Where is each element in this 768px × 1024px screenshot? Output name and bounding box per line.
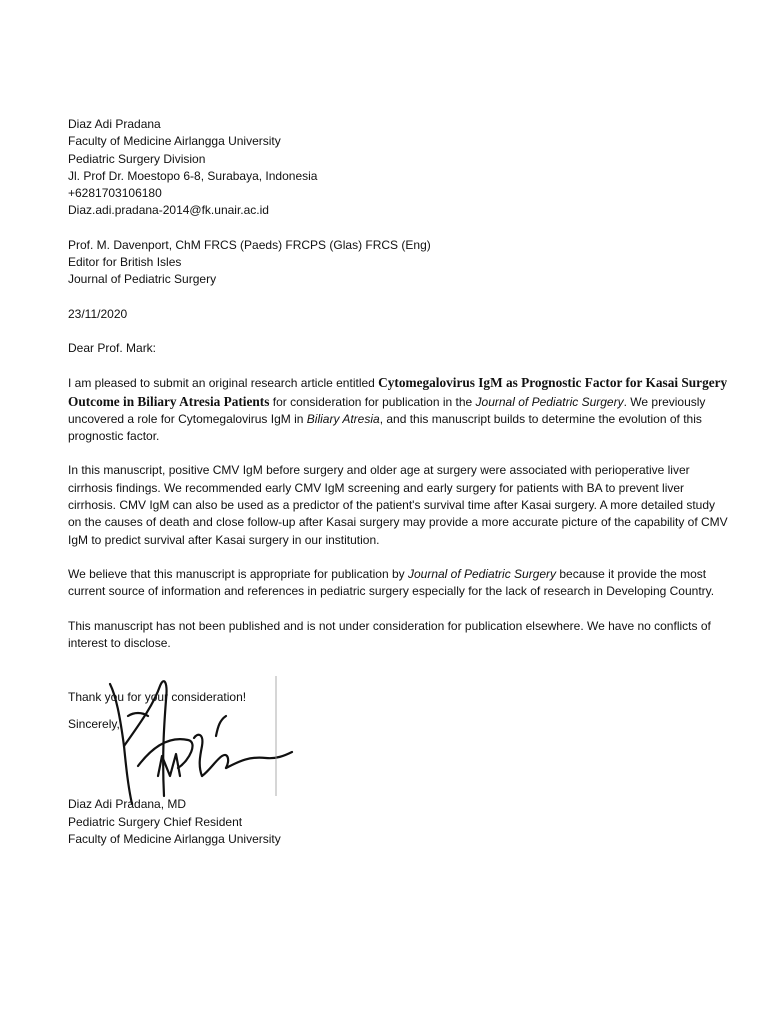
recipient-address-block	[68, 237, 728, 289]
p1-after-title: for consideration for publication in the	[269, 394, 476, 409]
p1-journal: Journal of Pediatric Surgery	[475, 394, 624, 409]
salutation: Dear Prof. Mark:	[68, 340, 157, 355]
date-text: 23/11/2020	[68, 306, 128, 321]
closing: Sincerely,	[68, 717, 120, 732]
p3-start: We believe that this manuscript is appropriate for publication by	[68, 566, 408, 581]
sender-address: Jl. Prof Dr. Moestopo 6-8, Surabaya, Indonesia	[68, 168, 318, 183]
signer-title: Pediatric Surgery Chief Resident	[68, 814, 243, 829]
thanks-line: Thank you for your consideration!	[68, 690, 247, 705]
p1-mid: . We previously uncovered a role for Cytomegalovirus IgM in	[68, 394, 706, 426]
signer-institution: Faculty of Medicine Airlangga University	[68, 832, 281, 847]
sender-division: Pediatric Surgery Division	[68, 151, 206, 166]
p1-disease: Biliary Atresia	[306, 411, 380, 426]
p3-journal: Journal of Pediatric Surgery	[407, 566, 557, 581]
p1-end: , and this manuscript builds to determine the evolution of this prognostic factor.	[68, 411, 702, 444]
handwritten-signature	[98, 676, 318, 816]
p3-end: because it provide the most current source of information and references in pediatric surgery especially for the lack of research in Developing Country.	[68, 566, 715, 599]
paragraph-intro	[68, 374, 728, 445]
p1-intro: I am pleased to submit an original research article entitled	[68, 376, 379, 391]
recipient-journal: Journal of Pediatric Surgery	[68, 272, 217, 287]
paragraph-declaration: This manuscript has not been published and is not under consideration for publication elsewhere. We have no conflicts of interest to disclose.	[68, 618, 711, 650]
sender-name: Diaz Adi Pradana	[68, 117, 161, 131]
signature-area	[68, 716, 728, 788]
letter-date	[68, 306, 728, 323]
signer-name: Diaz Adi Pradana, MD	[68, 797, 187, 812]
sender-address-block	[68, 116, 728, 220]
paragraph-findings: In this manuscript, positive CMV IgM before surgery and older age at surgery were associated with perioperative liver cirrhosis findings. We recommended early CMV IgM screening and early surgery for patients with BA to prevent liver cirrhosis. CMV IgM can also be used as a predictor of the patient's survival time after Kasai surgery. A more detailed study on the causes of death and close follow-up after Kasai surgery may provide a more accurate picture of the capability of CMV IgM to predict survival after Kasai surgery in our institution.	[68, 463, 728, 547]
recipient-name: Prof. M. Davenport, ChM FRCS (Paeds) FRCPS (Glas) FRCS (Eng)	[68, 237, 431, 252]
recipient-role: Editor for British Isles	[68, 255, 182, 270]
paragraph-appropriateness	[68, 566, 728, 601]
sender-email: Diaz.adi.pradana-2014@fk.unair.ac.id	[68, 203, 269, 218]
cover-letter	[68, 116, 728, 865]
sender-phone: +6281703106180	[68, 186, 162, 201]
article-title: Cytomegalovirus IgM as Prognostic Factor for Kasai Surgery Outcome in Biliary Atresia Patients	[68, 375, 728, 409]
sender-institution: Faculty of Medicine Airlangga University	[68, 134, 281, 149]
